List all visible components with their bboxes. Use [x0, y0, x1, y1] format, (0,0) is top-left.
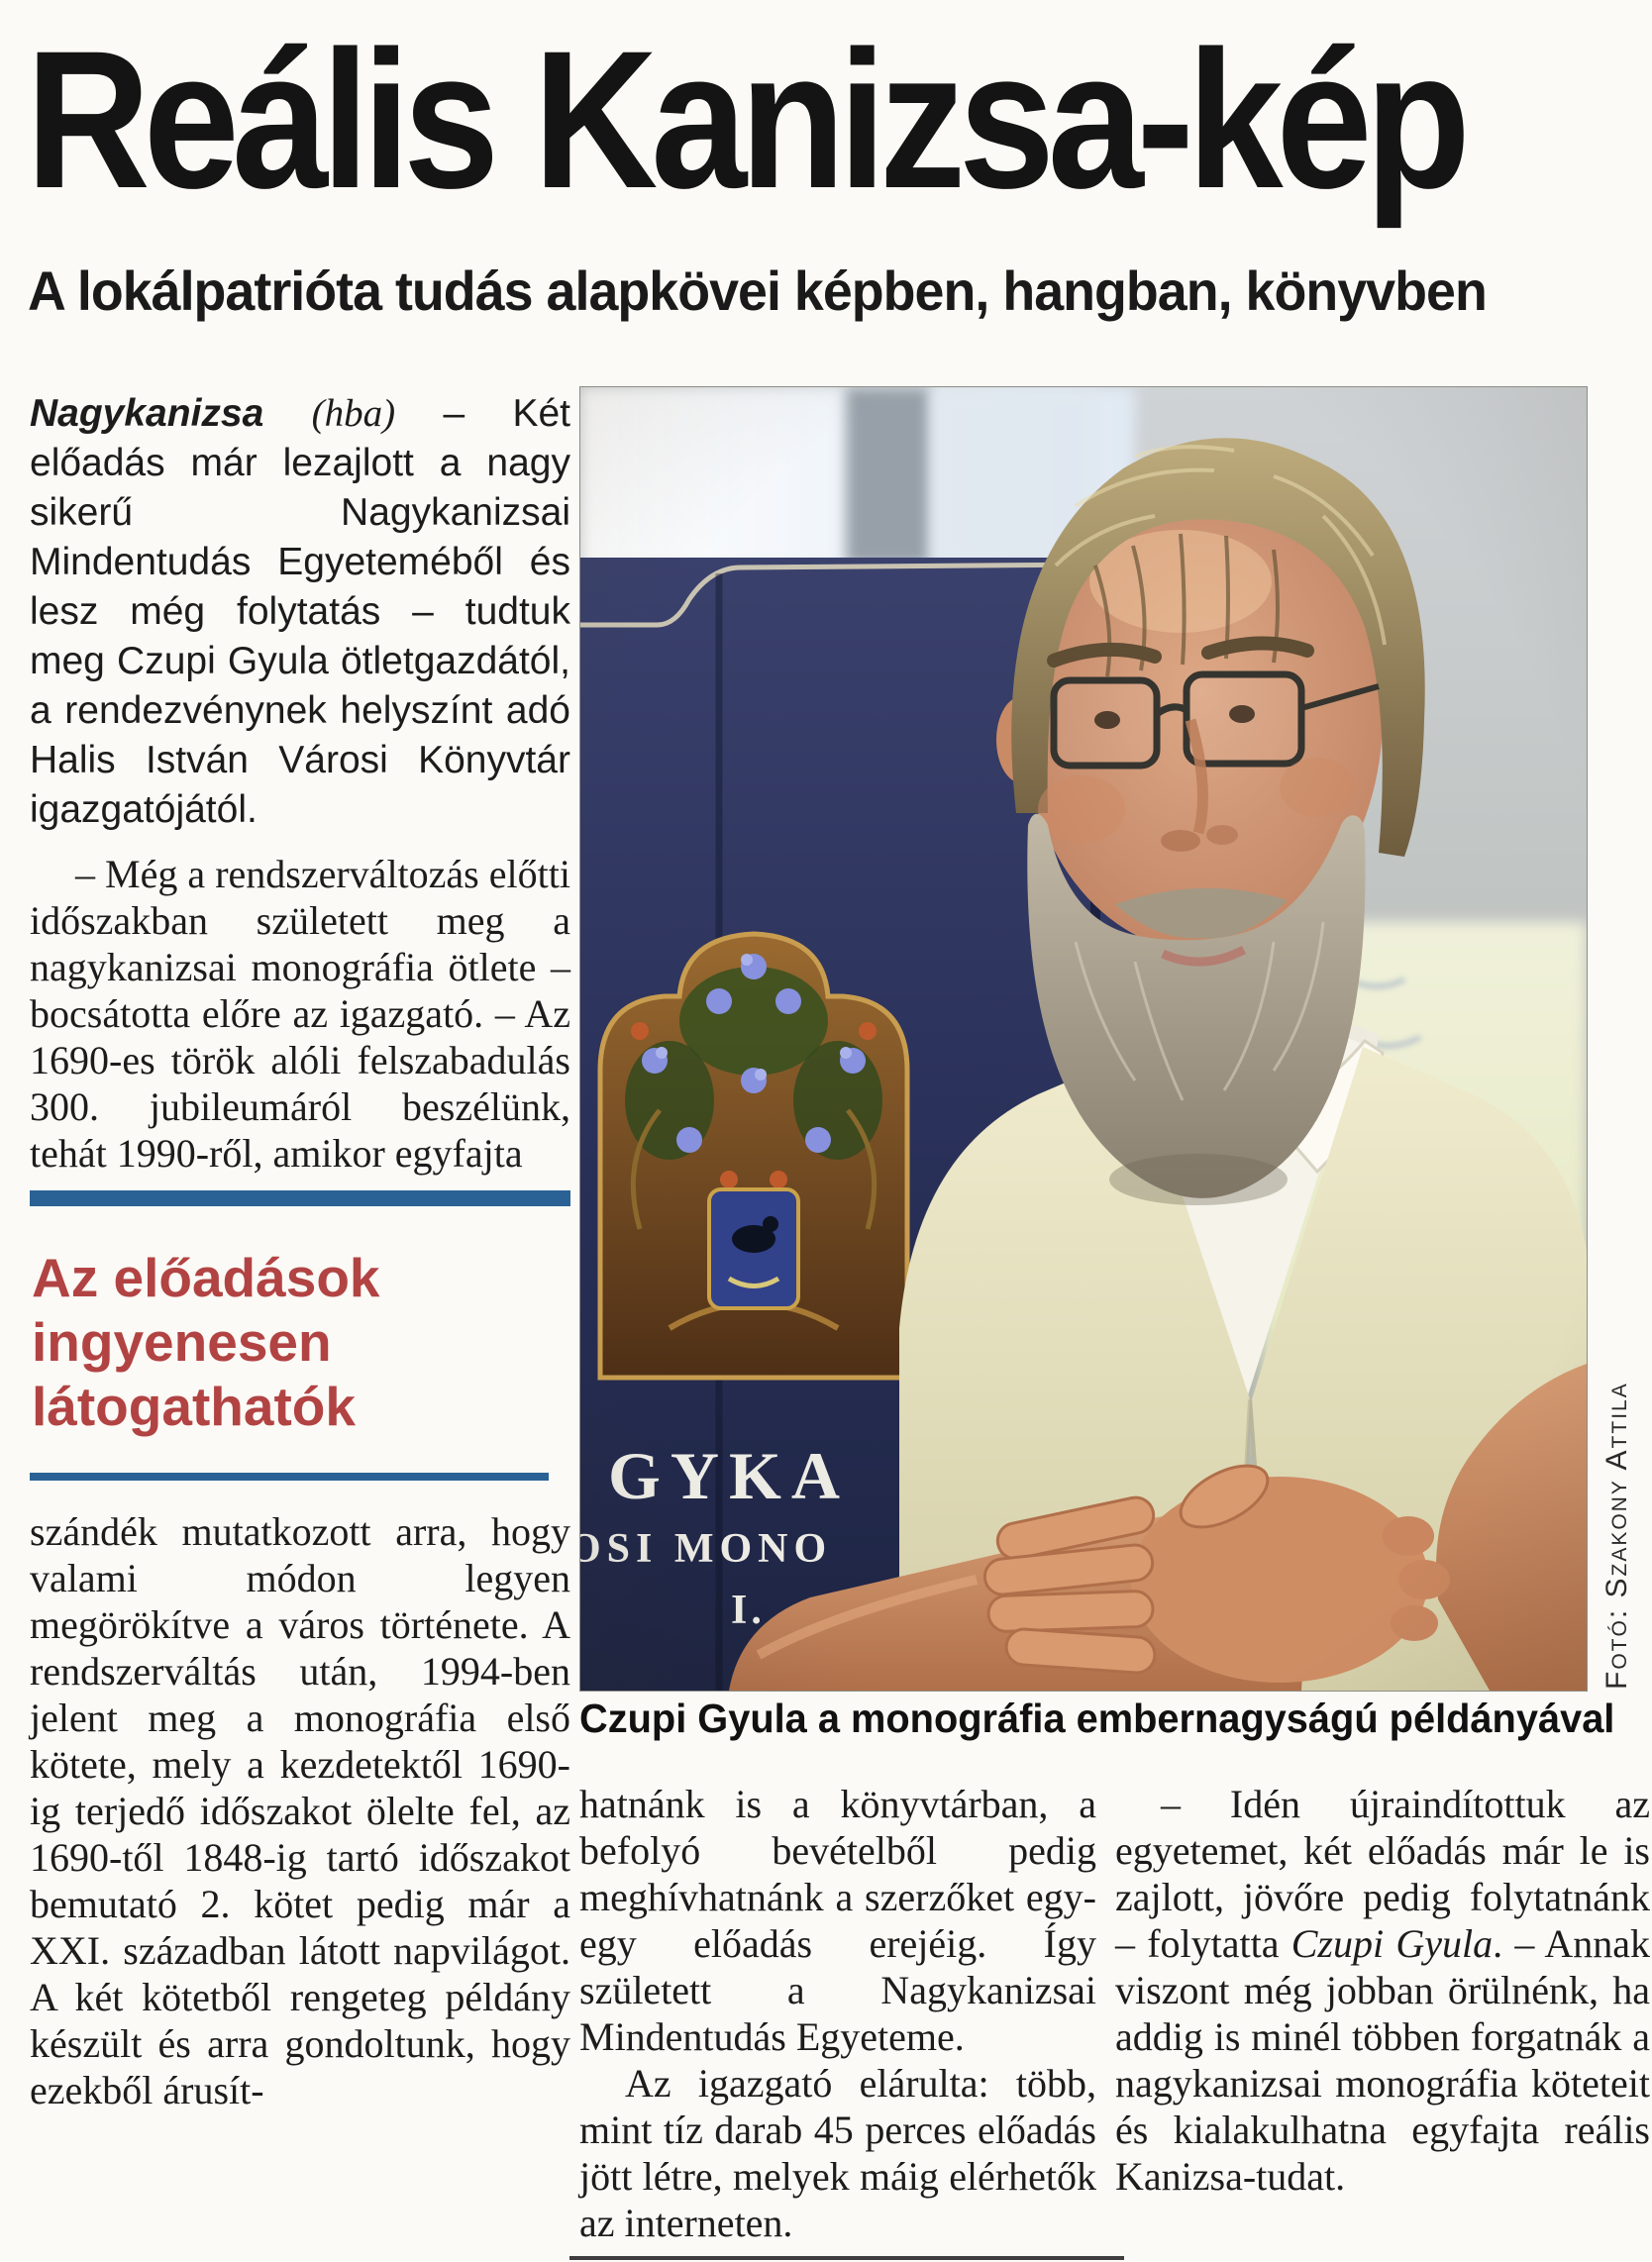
lead-location: Nagykanizsa [30, 392, 264, 435]
paragraph-3: szándék mutatkozott arra, hogy valami módon legyen megörökítve a város története. A rendszerváltás után, 1994-ben jelent meg a monográfia első kötete, mely a kezdetektől 1690-ig terjedő időszakot ölelte fel, az 1690-től 1848-ig tartó időszakot bemutató 2. kötet pedig már a XXI. században látott napvilágot. A két kötetből rengeteg példány készült és arra gondoltunk, hogy ezekből árusít- [30, 1509, 570, 2112]
right-text-before: – Idén újraindítottuk az egyetemet, két előadás már le is zajlott, jövőre pedig folytatnánk – folytatta [1115, 1782, 1650, 1966]
column-right [1115, 1781, 1650, 2200]
article-photo [579, 386, 1588, 1692]
paragraph-2: – Még a rendszerváltozás előtti időszakban született meg a nagykanizsai monográfia ötlete – bocsátotta előre az igazgató. – Az 1690-es török alóli felszabadulás 300. jubileumáról beszélünk, tehát 1990-ről, amikor egyfajta [30, 852, 570, 1176]
lead-paragraph [30, 389, 570, 835]
photo-caption: Czupi Gyula a monográfia embernagyságú példányával [579, 1696, 1615, 1741]
lead-byline: (hba) [311, 392, 396, 435]
bottom-rule [569, 2256, 1124, 2260]
photo-illustration [580, 387, 1587, 1691]
mid-paragraph-1: hatnánk is a könyvtárban, a befolyó bevételből pedig meghívhatnánk a szerzőket egy-egy előadás erejéig. Így született a Nagykanizsai Mindentudás Egyeteme. [579, 1782, 1096, 2059]
pull-quote-rule-bottom [30, 1473, 549, 1481]
right-name: Czupi Gyula [1291, 1921, 1494, 1966]
pull-quote [30, 1190, 570, 1481]
headline: Reális Kanizsa-kép [26, 10, 1464, 229]
mid-paragraph-2: Az igazgató elárulta: több, mint tíz darab 45 perces előadás jött létre, melyek máig elérhetők az interneten. [579, 2061, 1096, 2245]
pull-quote-text: Az előadások ingyenesen látogathatók [32, 1247, 380, 1437]
photo-credit: Fotó: Szakony Attila [1600, 1382, 1633, 1690]
pull-quote-rule-top [30, 1190, 570, 1206]
right-paragraph [1115, 1781, 1650, 2200]
photo-vignette [580, 387, 1587, 1691]
subheadline: A lokálpatrióta tudás alapkövei képben, hangban, könyvben [28, 259, 1487, 322]
column-left [30, 389, 570, 2113]
lead-text: – Két előadás már lezajlott a nagy sikerű Nagykanizsai Mindentudás Egyeteméből és lesz még folytatás – tudtuk meg Czupi Gyula ötletgazdától, a rendezvénynek helyszínt adó Halis István Városi Könyvtár igazgatójától. [30, 392, 570, 831]
column-middle [579, 1781, 1096, 2246]
right-text-after: . – Annak viszont még jobban örülnénk, ha addig is minél többen forgatnák a nagykanizsai monográfia köteteit és kialakulhatna egyfajta reális Kanizsa-tudat. [1115, 1921, 1651, 2199]
